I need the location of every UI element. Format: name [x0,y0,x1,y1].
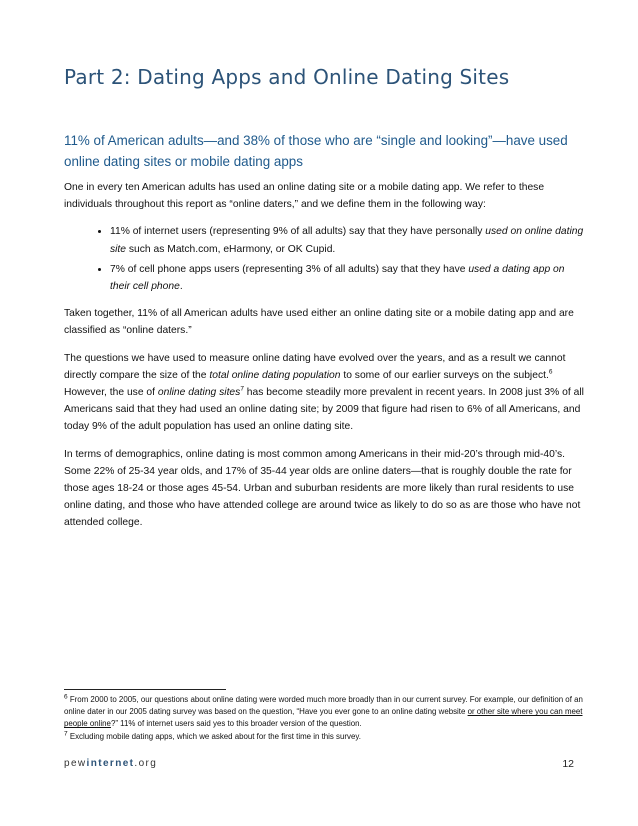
footnote-number: 6 [64,693,68,701]
bullet-emphasis: used a dating app on their cell phone [110,263,565,293]
text-run: However, the use of [64,369,559,399]
footnote-7 [64,731,584,743]
bullet-emphasis: used on online dating site [110,226,584,255]
footer-text-bold: internet [86,758,135,769]
footer-text: pew [64,758,87,769]
paragraph-demographics: In terms of demographics, online dating is most common among Americans in their mid-20’s through mid-40’s. Some 22% of 25-34 year olds, and 17% of 35-44 year olds are online daters—that is roughly double the rate for those ages 18-24 or those ages 45-54. Urban and suburban residents are more likely than rural residents to use online dating, and those who have attended college are around twice as likely to do so as are those who have not attended college. [64,448,581,529]
text-run: to some of our earlier surveys on the subject. [340,369,549,381]
paragraph-intro: One in every ten American adults has used an online dating site or a mobile dating app. We refer to these individuals throughout this report as “online daters,” and we define them in the following way: [64,182,545,211]
bullet-text: 7% of cell phone apps users (representing 3% of all adults) say that they have [110,263,469,275]
bullet-text: . [179,281,183,293]
emphasis-run: total online dating population [209,369,341,381]
page-number: 12 [562,758,574,770]
text-run: has become steadily more prevalent in recent years. In 2008 just 3% of all Americans said that they had used an online dating site; by 2009 that figure had risen to 6% of all Americans, and today 9% of the adult population has used an online dating site. [64,387,584,433]
bullet-text: 11% of internet users (representing 9% of all adults) say that they have personally [110,226,486,238]
paragraph-summary: Taken together, 11% of all American adults have used either an online dating site or a mobile dating app and are classified as “online daters.” [64,308,574,337]
footer-text: .org [134,758,158,769]
footnote-6 [64,694,584,731]
definition-list [64,223,584,295]
footnote-ref-7[interactable]: 7 [240,385,244,393]
section-subtitle: 11% of American adults—and 38% of those who are “single and looking”—have used online dating sites or mobile dating apps [64,133,568,169]
section-title: Part 2: Dating Apps and Online Dating Sites [64,65,510,89]
footnote-underlined-text: or other site where you can meet people online [64,707,583,729]
footnote-ref-6[interactable]: 6 [548,368,553,376]
list-item [110,223,584,257]
list-item [110,261,584,295]
footnote-text: ?” 11% of internet users said yes to this broader version of the question. [110,719,362,729]
paragraph-history [64,350,584,436]
text-run: The questions we have used to measure online dating have evolved over the years, and as a result we cannot directly compare the size of the [64,352,566,381]
footnote-number: 7 [64,729,68,737]
emphasis-run: online dating sites [157,387,241,399]
body-text [64,179,584,542]
footnotes [64,694,584,743]
bullet-text: such as Match.com, eHarmony, or OK Cupid. [126,243,336,255]
footnote-text: Excluding mobile dating apps, which we asked about for the first time in this survey. [67,731,361,741]
footnote-text: From 2000 to 2005, our questions about online dating were worded much more broadly than in our current survey. For example, our definition of an online dater in our 2005 dating survey was based on the question, “Have you ever gone to an online dating website [64,695,583,717]
footer-site[interactable] [64,757,574,771]
footnote-divider [64,689,226,690]
